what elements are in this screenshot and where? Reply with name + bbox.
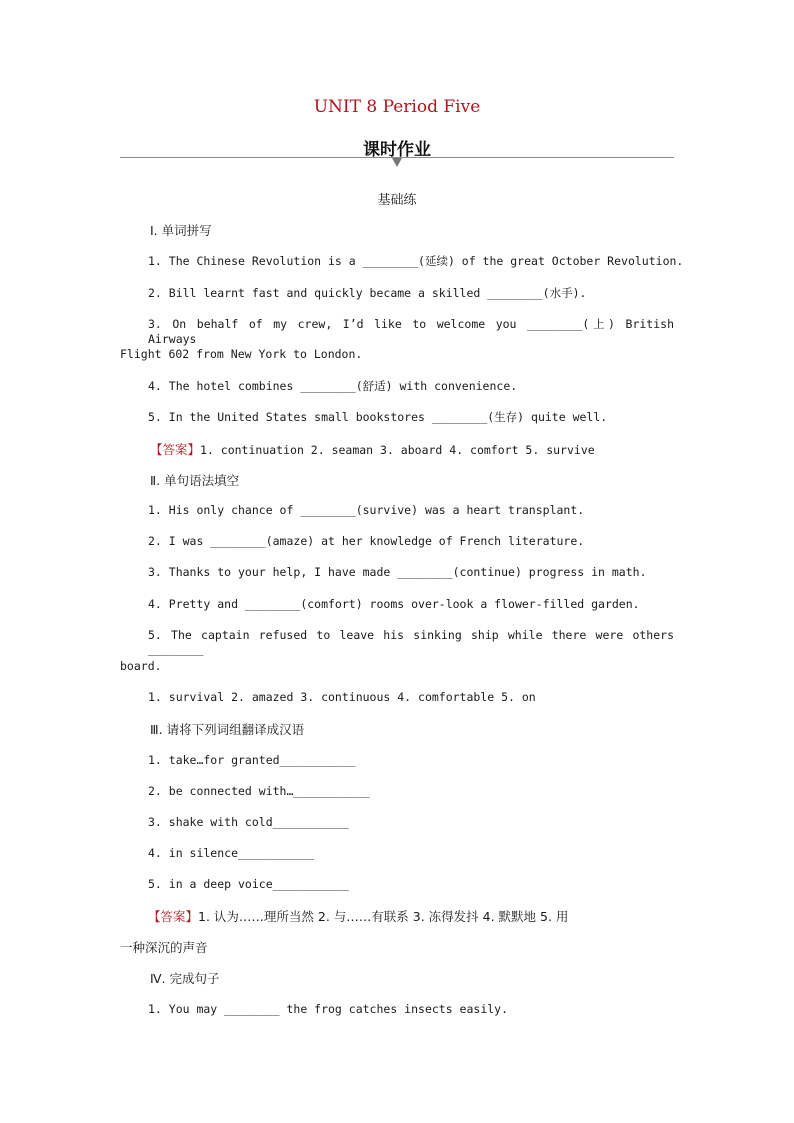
part1-answer (150, 440, 595, 458)
part1-item-2: 2. Bill learnt fast and quickly became a skilled ________(水手). (148, 286, 587, 300)
part3-answer-line2: 一种深沉的声音 (120, 940, 208, 955)
part2-item-1: 1. His only chance of ________(survive) was a heart transplant. (148, 503, 585, 517)
part2-item-2: 2. I was ________(amaze) at her knowledge of French literature. (148, 534, 585, 548)
part3-item-1: 1. take…for granted___________ (148, 753, 356, 767)
part1-item-3-cont: Flight 602 from New York to London. (120, 347, 363, 361)
part2-item-4: 4. Pretty and ________(comfort) rooms over-look a flower-filled garden. (148, 597, 640, 611)
part4-item-1: 1. You may ________ the frog catches insects easily. (148, 1002, 509, 1016)
part1-item-3: 3. On behalf of my crew, I’d like to welcome you ________(上) British Airways (148, 317, 674, 346)
page-subtitle: 课时作业 (363, 140, 431, 160)
part3-item-5: 5. in a deep voice___________ (148, 877, 349, 891)
page-title: UNIT 8 Period Five (313, 97, 481, 117)
part3-answer-line1: 1. 认为……理所当然 2. 与……有联系 3. 冻得发抖 4. 默默地 5. 用 (198, 909, 569, 924)
part1-item-1: 1. The Chinese Revolution is a ________(延续) of the great October Revolution. (148, 254, 684, 268)
part2-item-5: 5. The captain refused to leave his sinking ship while there were others ________ (148, 628, 674, 656)
part2-heading: Ⅱ. 单句语法填空 (150, 473, 240, 488)
answer-tag: 【答案】 (148, 909, 199, 924)
part3-answer (148, 907, 674, 925)
answer-tag: 【答案】 (150, 442, 201, 457)
part2-item-5-cont: board. (120, 659, 162, 673)
part3-heading: Ⅲ. 请将下列词组翻译成汉语 (150, 722, 305, 737)
part1-answer-text: 1. continuation 2. seaman 3. aboard 4. comfort 5. survive (200, 443, 595, 457)
part3-item-2: 2. be connected with…___________ (148, 784, 370, 798)
part4-heading: Ⅳ. 完成句子 (150, 971, 220, 986)
part1-item-4: 4. The hotel combines ________(舒适) with convenience. (148, 379, 518, 393)
part1-heading: Ⅰ. 单词拼写 (150, 223, 212, 238)
part1-item-5: 5. In the United States small bookstores ________(生存) quite well. (148, 410, 608, 424)
part3-item-4: 4. in silence___________ (148, 846, 315, 860)
part3-item-3: 3. shake with cold___________ (148, 815, 349, 829)
part2-answer: 1. survival 2. amazed 3. continuous 4. comfortable 5. on (148, 690, 536, 704)
part2-item-3: 3. Thanks to your help, I have made ________(continue) progress in math. (148, 565, 647, 579)
triangle-down-icon (392, 158, 402, 167)
section-heading: 基础练 (377, 193, 417, 208)
